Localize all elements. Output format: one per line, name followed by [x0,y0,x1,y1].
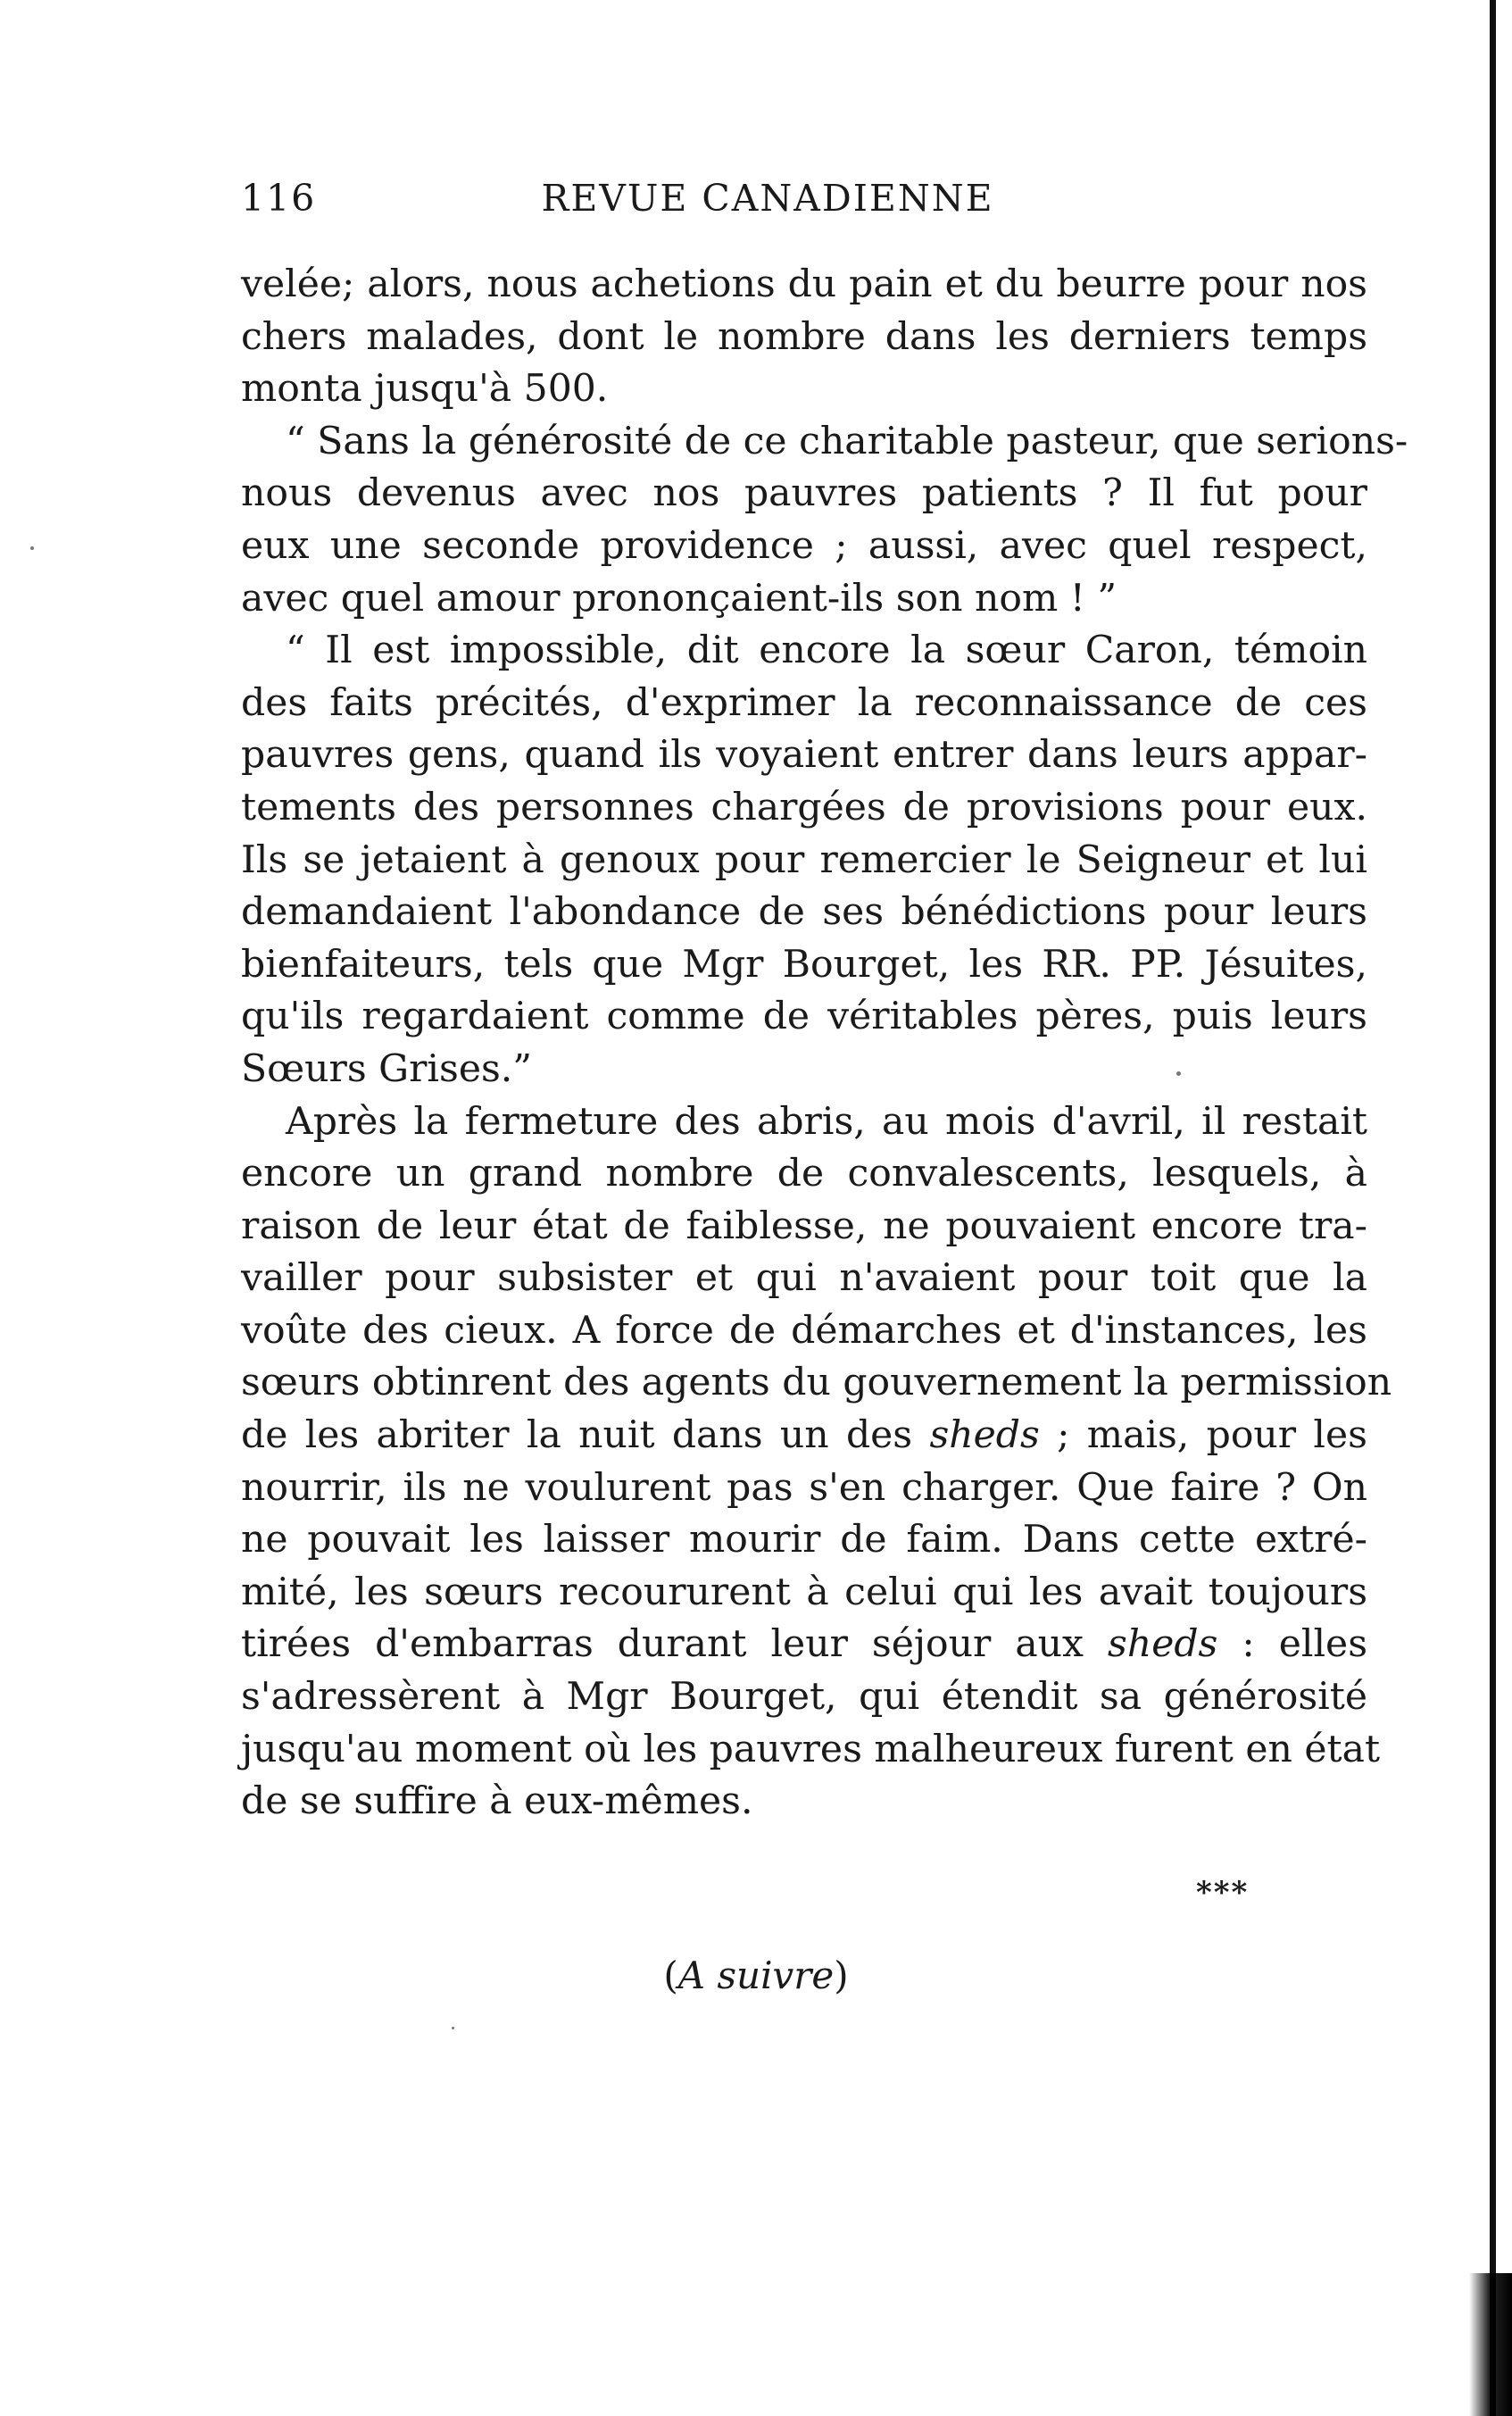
text-line: Après la fermeture des abris, au mois d'avril, il restait [286,1099,1367,1144]
text-line: bienfaiteurs, tels que Mgr Bourget, les RR. PP. Jésuites, [241,942,1367,987]
text-line: monta jusqu'à 500. [241,367,609,412]
text-line: nourrir, ils ne voulurent pas s'en charger. Que faire ? On [241,1465,1367,1510]
text-line: de les abriter la nuit dans un des sheds ; mais, pour les [241,1413,1367,1458]
to-be-continued [0,1954,1512,1997]
text-line: de se suffire à eux-mêmes. [241,1779,753,1824]
text-line: demandaient l'abondance de ses bénédictions pour leurs [241,890,1367,935]
text-line: “ Sans la générosité de ce charitable pasteur, que serions- [286,419,1408,463]
text-line: nous devenus avec nos pauvres patients ? Il fut pour [241,471,1367,516]
body-text [241,259,1408,1829]
text-line: tements des personnes chargées de provisions pour eux. [241,785,1367,829]
continued-label: A suivre [677,1954,835,1997]
paragraph [241,259,1367,416]
paren-open: ( [663,1954,678,1997]
paren-close: ) [834,1954,849,1997]
book-spine-edge [1469,0,1512,2416]
text-line: Sœurs Grises.” [241,1046,533,1091]
text-line: velée; alors, nous achetions du pain et du beurre pour nos [241,262,1367,306]
italic-term: sheds [929,1413,1040,1458]
text-line: encore un grand nombre de convalescents, lesquels, à [241,1152,1367,1196]
italic-term: sheds [1108,1622,1218,1667]
spine-shadow-line [1490,0,1496,2416]
text-line: jusqu'au moment où les pauvres malheureux furent en état [241,1727,1381,1771]
text-line: pauvres gens, quand ils voyaient entrer dans leurs appar- [241,733,1367,778]
text-line: “ Il est impossible, dit encore la sœur Caron, témoin [286,629,1367,673]
text-line: s'adressèrent à Mgr Bourget, qui étendit sa générosité [241,1675,1367,1720]
text-line: voûte des cieux. A force de démarches et d'instances, les [241,1308,1367,1353]
text-line: tirées d'embarras durant leur séjour aux sheds : elles [241,1622,1368,1667]
text-line: chers malades, dont le nombre dans les derniers temps [241,314,1367,359]
text-line: sœurs obtinrent des agents du gouvernement la permission [241,1361,1392,1405]
running-title: REVUE CANADIENNE [541,177,994,220]
paragraph [241,416,1408,625]
text-line: Ils se jetaient à genoux pour remercier le Seigneur et lui [241,837,1367,882]
paragraph [241,1096,1392,1829]
text-line: des faits précités, d'exprimer la reconnaissance de ces [241,680,1367,725]
paper-speck [30,546,34,550]
text-line: vailler pour subsister et qui n'avaient pour toit que la [241,1256,1367,1301]
asterism-divider: *** [1196,1875,1250,1911]
text-line: qu'ils regardaient comme de véritables pères, puis leurs [241,995,1367,1039]
spine-shadow-foot [1469,2273,1512,2416]
page-number: 116 [241,177,317,220]
paragraph [241,625,1367,1096]
paper-speck [452,2027,454,2029]
text-line: raison de leur état de faiblesse, ne pouvaient encore tra- [241,1204,1367,1248]
text-line: mité, les sœurs recoururent à celui qui les avait toujours [241,1570,1367,1614]
paper-speck [1176,1071,1181,1076]
text-line: eux une seconde providence ; aussi, avec quel respect, [241,523,1367,568]
text-line: ne pouvait les laisser mourir de faim. Dans cette extré- [241,1518,1367,1562]
page-header [241,177,1375,230]
text-line: avec quel amour prononçaient-ils son nom ! ” [241,576,1117,621]
